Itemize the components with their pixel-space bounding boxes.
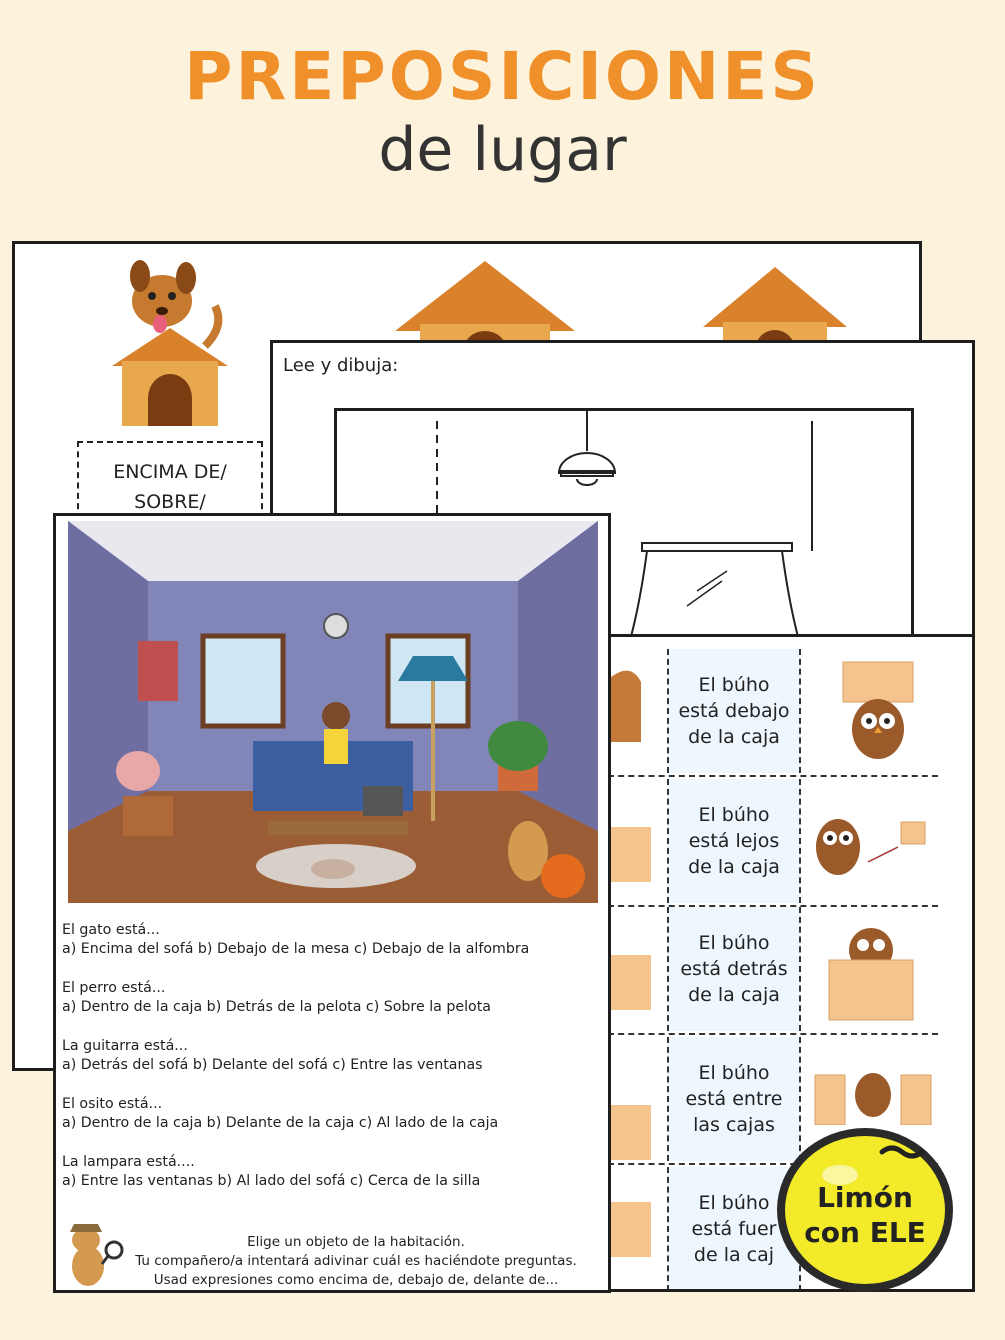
quiz-item: [62, 1153, 602, 1191]
quiz-item: [62, 1037, 602, 1075]
worksheet-living-room-quiz: [53, 513, 611, 1293]
footer-line: Elige un objeto de la habitación.: [247, 1234, 465, 1250]
quiz-question: El gato está...: [62, 922, 160, 938]
box-icon: [611, 1202, 651, 1262]
owl-card-text: [667, 779, 801, 903]
owl-card-text: [667, 907, 801, 1031]
card-line: está debajo: [678, 700, 790, 722]
box-icon: [611, 667, 651, 767]
limon-con-ele-logo: [770, 1110, 960, 1300]
card-line: está entre: [685, 1088, 783, 1110]
card-line: de la caja: [688, 856, 780, 878]
box-icon: [611, 1105, 651, 1165]
card-line: El búho: [698, 674, 770, 696]
quiz-question: La guitarra está...: [62, 1038, 188, 1054]
quiz-item: [62, 921, 602, 959]
logo-line: con ELE: [804, 1216, 926, 1249]
quiz-question: El perro está...: [62, 980, 166, 996]
card-line: de la caja: [688, 984, 780, 1006]
card-line: de la caj: [693, 1244, 775, 1266]
card-line: está fuer: [691, 1218, 777, 1240]
quiz-item: [62, 979, 602, 1017]
owl-under-box-icon: [833, 657, 923, 767]
quiz-options: a) Detrás del sofá b) Delante del sofá c) Entre las ventanas: [62, 1057, 483, 1073]
quiz-options: a) Dentro de la caja b) Delante de la caja c) Al lado de la caja: [62, 1115, 499, 1131]
page-subtitle: de lugar: [378, 115, 627, 185]
card-line: El búho: [698, 932, 770, 954]
detective-dog-icon: [58, 1218, 130, 1290]
card-line: está lejos: [688, 830, 780, 852]
quiz-options: a) Encima del sofá b) Debajo de la mesa c) Debajo de la alfombra: [62, 941, 530, 957]
quiz-options: a) Dentro de la caja b) Detrás de la pelota c) Sobre la pelota: [62, 999, 491, 1015]
quiz-list: [62, 921, 602, 1211]
box-icon: [611, 827, 651, 887]
owl-card-text: [667, 649, 801, 773]
speaking-activity-instructions: [126, 1233, 586, 1290]
doghouse-icon: [695, 262, 855, 352]
box-icon: [611, 955, 651, 1015]
owl-behind-box-icon: [821, 915, 921, 1025]
living-room-illustration: [68, 521, 598, 903]
card-line: El búho: [698, 1192, 770, 1214]
card-line: El búho: [698, 804, 770, 826]
card-line: El búho: [698, 1062, 770, 1084]
footer-line: Tu compañero/a intentará adivinar cuál es haciéndote preguntas.: [135, 1253, 577, 1269]
card-line: de la caja: [688, 726, 780, 748]
page-title: PREPOSICIONES: [184, 38, 821, 115]
quiz-options: a) Entre las ventanas b) Al lado del sofá c) Cerca de la silla: [62, 1173, 481, 1189]
card-line: las cajas: [693, 1114, 775, 1136]
quiz-item: [62, 1095, 602, 1133]
instruction-text: Lee y dibuja:: [283, 355, 399, 376]
card-line: está detrás: [680, 958, 788, 980]
footer-line: Usad expresiones como encima de, debajo de, delante de...: [153, 1272, 559, 1288]
dog-on-doghouse-icon: [100, 256, 240, 431]
owl-far-from-box-icon: [808, 802, 938, 882]
quiz-question: La lampara está....: [62, 1154, 195, 1170]
label-line: SOBRE/: [134, 491, 206, 513]
label-line: ENCIMA DE/: [113, 461, 227, 483]
logo-line: Limón: [817, 1181, 913, 1214]
quiz-question: El osito está...: [62, 1096, 163, 1112]
